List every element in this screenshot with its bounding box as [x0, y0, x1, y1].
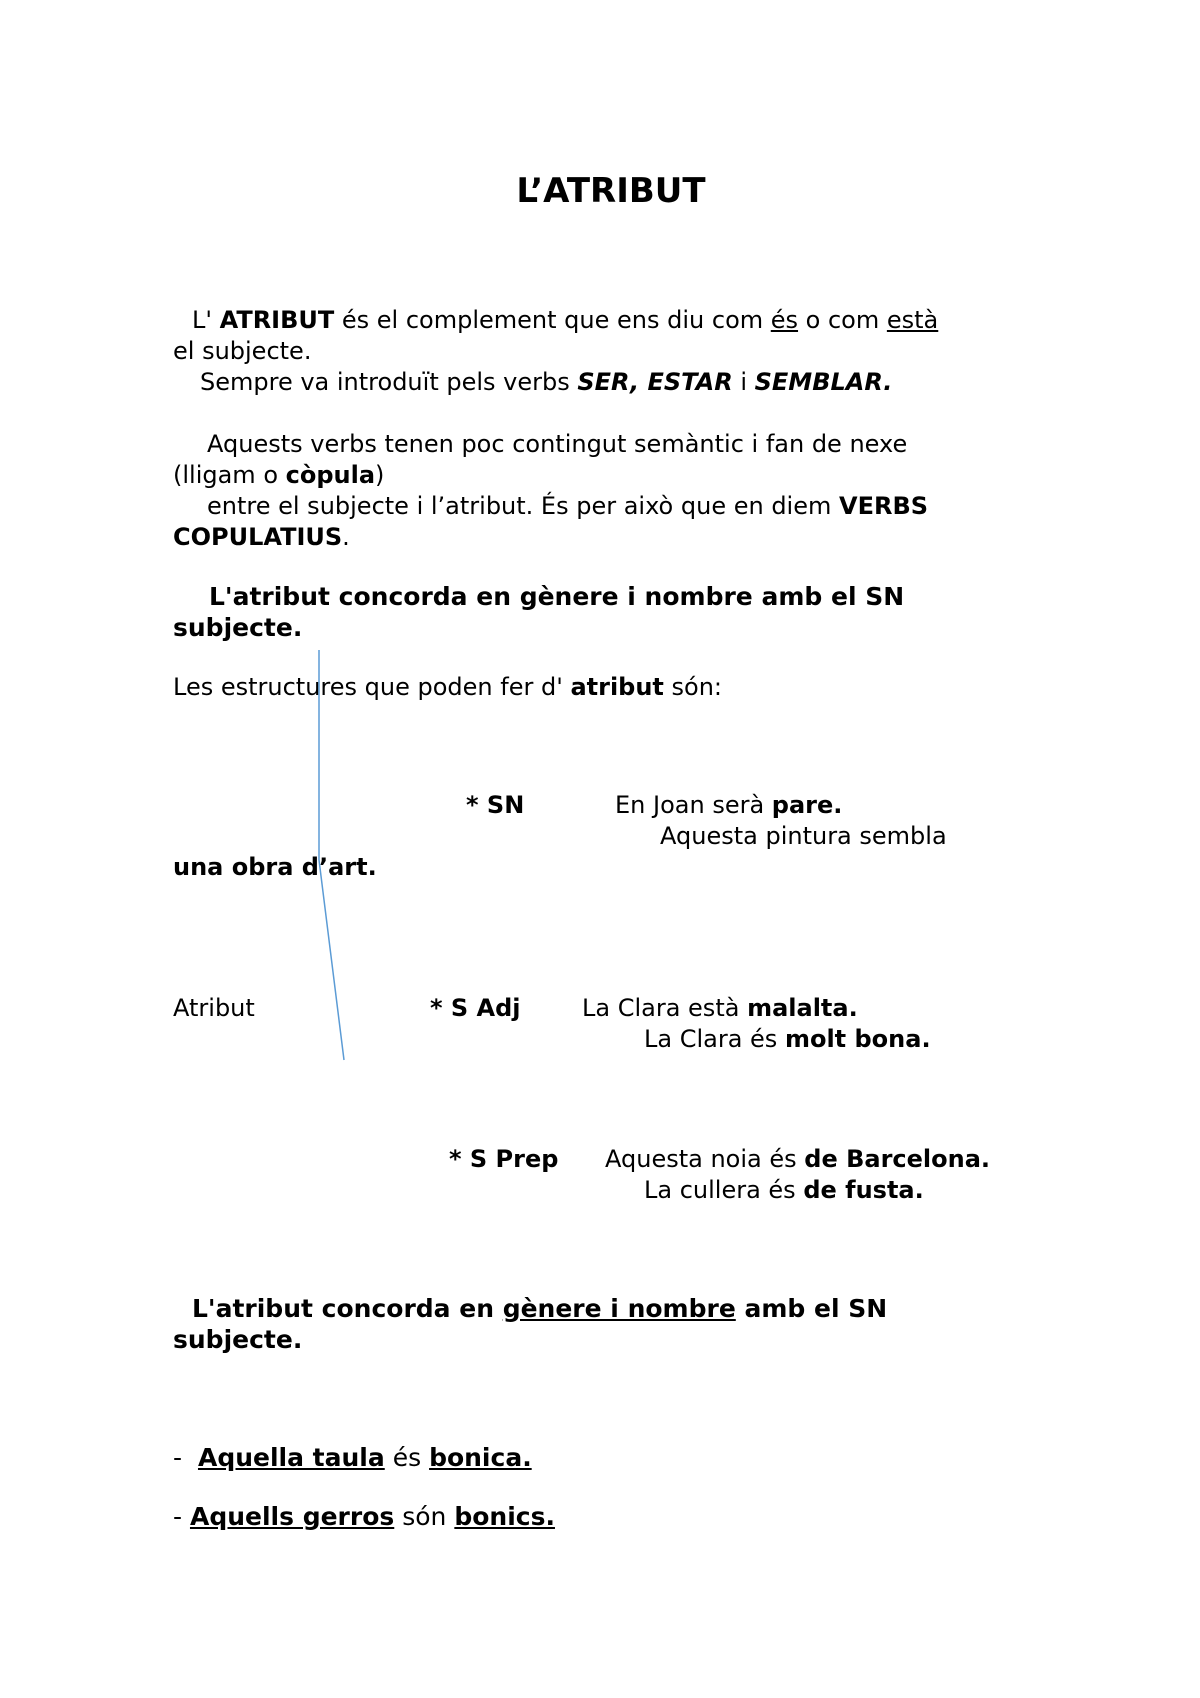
example-text: Aquesta noia és	[605, 1145, 805, 1173]
agreement-heading-2	[192, 1293, 887, 1324]
example-attribute: malalta.	[747, 994, 858, 1022]
example-text: La Clara és	[644, 1025, 785, 1053]
copula-term: còpula	[285, 461, 376, 489]
intro-line-2: el subjecte.	[173, 337, 312, 365]
agreement-underlined: gènere i nombre	[502, 1294, 736, 1323]
intro-text: o com	[798, 306, 887, 334]
verb-list: SEMBLAR.	[754, 368, 893, 396]
example-attribute: bonica.	[429, 1443, 532, 1472]
sprep-example-2	[644, 1175, 924, 1206]
example-attribute: de fusta.	[803, 1176, 924, 1204]
example-text: En Joan serà	[615, 791, 772, 819]
intro-underlined: està	[886, 306, 939, 334]
atribut-label: Atribut	[173, 994, 255, 1022]
agreement-text: L'atribut concorda en	[192, 1294, 503, 1323]
sprep-example-1	[605, 1144, 990, 1175]
sadj-label: * S Adj	[430, 994, 521, 1022]
sn-example-2: Aquesta pintura sembla	[660, 822, 947, 850]
bullet-dash: -	[173, 1443, 190, 1472]
copulative-term: VERBS	[839, 492, 929, 520]
copulative-text: .	[342, 523, 350, 551]
sadj-example-2	[644, 1024, 931, 1055]
example-attribute: de Barcelona.	[804, 1145, 991, 1173]
example-attribute: molt bona.	[784, 1025, 931, 1053]
example-line-1	[173, 1442, 532, 1473]
intro-underlined: és	[770, 306, 799, 334]
intro-text: i	[732, 368, 755, 396]
sadj-example-1	[582, 993, 858, 1024]
example-subject: Aquells gerros	[189, 1502, 395, 1531]
example-line-2	[173, 1501, 555, 1532]
agreement-heading-1-cont: subjecte.	[173, 613, 303, 642]
copulative-text: entre el subjecte i l’atribut. És per això que en diem	[207, 492, 839, 520]
agreement-heading-2-cont: subjecte.	[173, 1325, 303, 1354]
example-verb: és	[384, 1443, 430, 1472]
copulative-text: (lligam o	[173, 461, 286, 489]
copulative-text: )	[375, 461, 385, 489]
sn-example-2-attribute: una obra d’art.	[173, 853, 377, 881]
structures-term: atribut	[570, 673, 664, 701]
intro-term: ATRIBUT	[219, 306, 335, 334]
structures-text: són:	[663, 673, 723, 701]
sn-label: * SN	[466, 791, 525, 819]
copulative-term: COPULATIUS	[173, 523, 343, 551]
sn-example-1	[615, 790, 842, 821]
intro-text: Sempre va introduït pels verbs	[200, 368, 578, 396]
example-attribute: pare.	[771, 791, 843, 819]
bullet-dash: -	[173, 1502, 190, 1531]
example-subject: Aquella taula	[197, 1443, 385, 1472]
verb-list: SER, ESTAR	[577, 368, 733, 396]
agreement-text: amb el SN	[735, 1294, 888, 1323]
example-attribute: bonics.	[454, 1502, 555, 1531]
page-title: L’ATRIBUT	[516, 171, 706, 211]
structures-text: Les estructures que poden fer d'	[173, 673, 571, 701]
copulative-line-1: Aquests verbs tenen poc contingut semàntic i fan de nexe	[207, 430, 908, 458]
intro-text: L'	[192, 306, 220, 334]
intro-text: és el complement que ens diu com	[334, 306, 771, 334]
example-text: La Clara està	[582, 994, 748, 1022]
sprep-label: * S Prep	[449, 1145, 559, 1173]
example-verb: són	[394, 1502, 455, 1531]
example-text: La cullera és	[644, 1176, 804, 1204]
agreement-heading-1: L'atribut concorda en gènere i nombre amb el SN	[209, 582, 905, 611]
